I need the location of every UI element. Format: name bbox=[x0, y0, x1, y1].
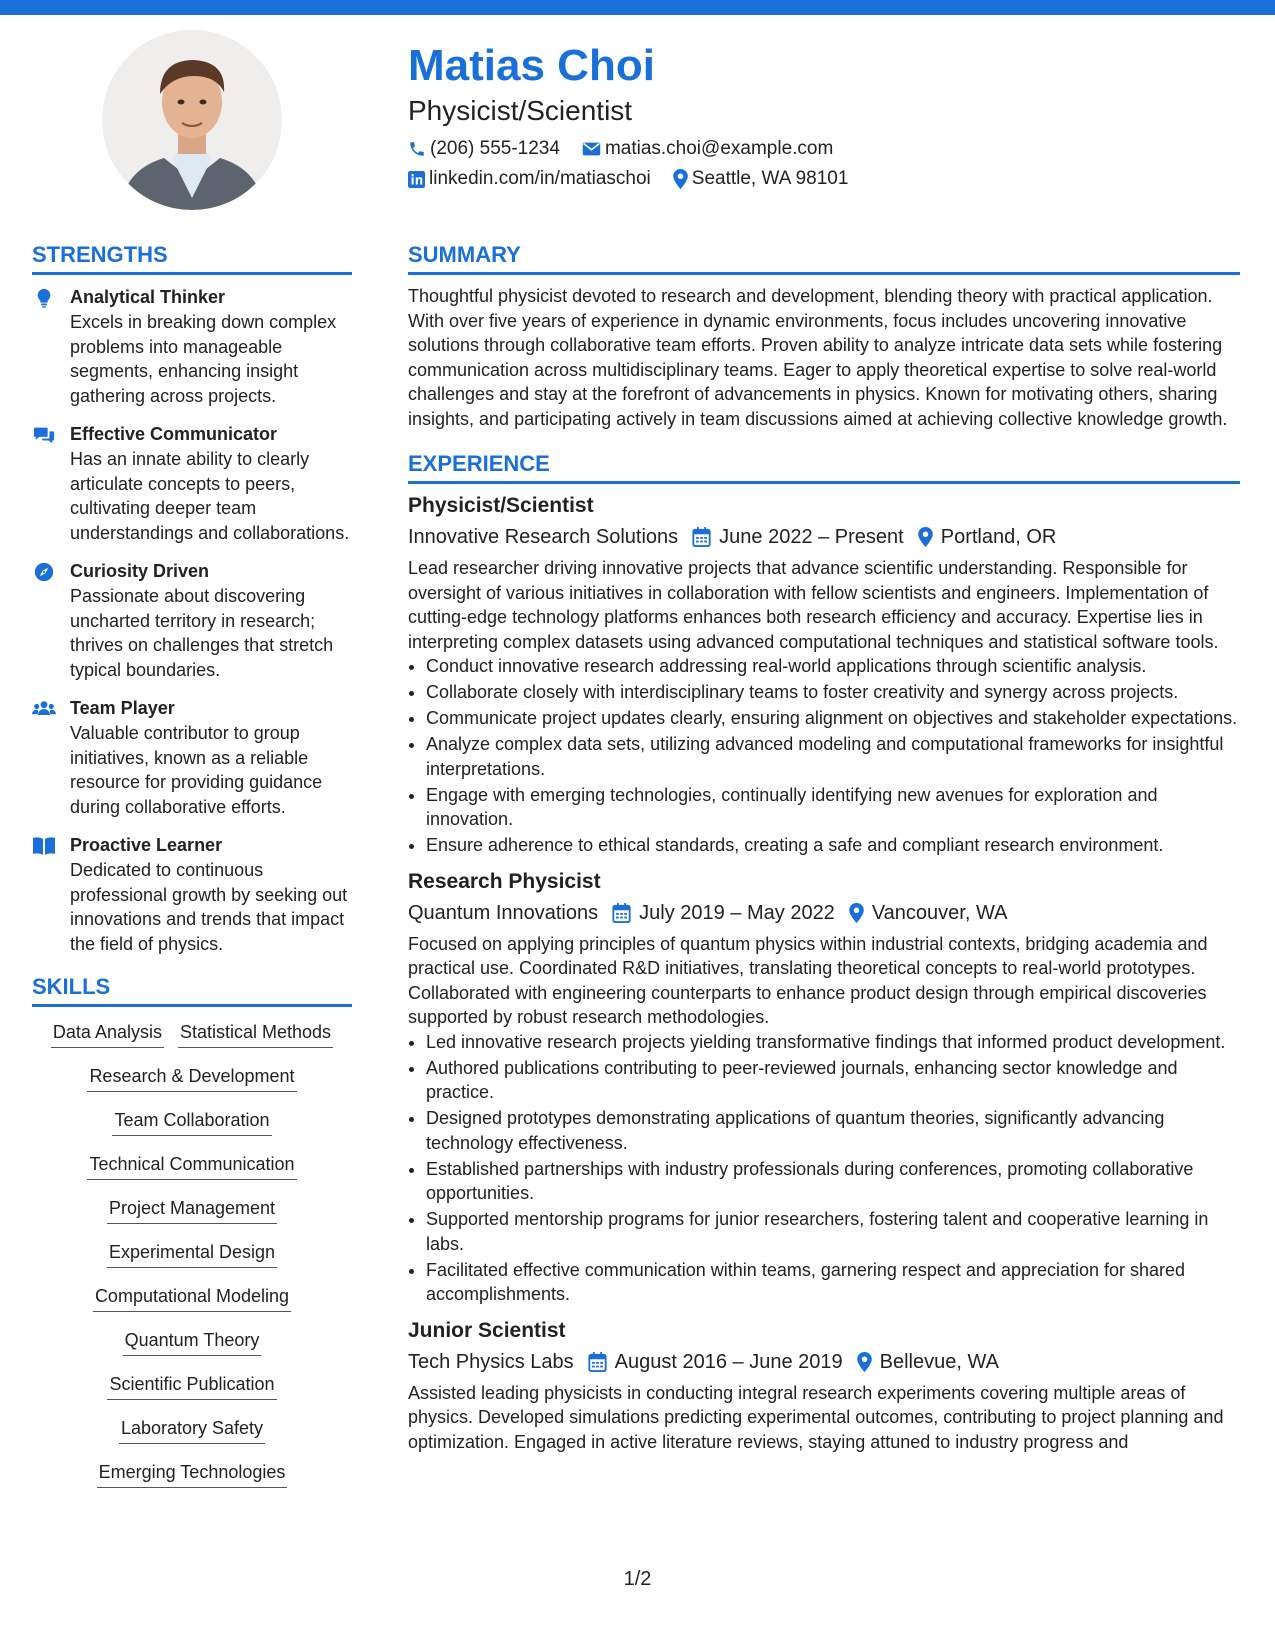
job-bullet: • Led innovative research projects yielding transformative findings that informed product development. bbox=[426, 1030, 1240, 1055]
strength-title: Proactive Learner bbox=[70, 835, 223, 855]
skill-tag: Data Analysis bbox=[51, 1019, 164, 1048]
left-column bbox=[32, 240, 352, 1503]
calendar-icon bbox=[612, 903, 631, 923]
lightbulb-icon bbox=[32, 287, 56, 309]
summary-text: Thoughtful physicist devoted to research and development, blending theory with practical application. With over five years of experience in dynamic environments, focus includes uncovering innovative solutions through collaborative team efforts. Proven ability to analyze intricate data sets while fostering communication across multidisciplinary teams. Eager to apply theoretical expertise to solve real-world challenges and stay at the forefront of advancements in physics. Known for motivating others, sharing insights, and participating actively in team discussions aimed at achieving collective knowledge growth. bbox=[408, 286, 1228, 429]
skill-tag: Scientific Publication bbox=[107, 1371, 276, 1400]
company-name: Quantum Innovations bbox=[408, 901, 599, 924]
job-description: Focused on applying principles of quantum physics within industrial contexts, bridging academia and practical use. Coordinated R&D initiatives, translating theoretical concepts to real-world prototypes. Collaborated with engineering counterparts to enhance product design through empirical discoveries supported by robust research methodologies. bbox=[408, 933, 1208, 1027]
calendar-icon bbox=[588, 1352, 607, 1372]
map-pin-icon bbox=[849, 903, 864, 923]
map-pin-icon bbox=[857, 1352, 872, 1372]
strength-desc: Has an innate ability to clearly articulate concepts to peers, cultivating deeper team understandings and collaborations. bbox=[70, 449, 350, 543]
linkedin-icon bbox=[408, 171, 425, 188]
job-location bbox=[857, 1347, 999, 1377]
profile-photo bbox=[102, 30, 282, 210]
job-bullet: • Analyze complex data sets, utilizing advanced modeling and computational frameworks for insightful interpretations. bbox=[426, 732, 1240, 781]
job-title: Junior Scientist bbox=[408, 1318, 566, 1342]
strength-desc: Valuable contributor to group initiatives, known as a reliable resource for providing guidance during collaborative efforts. bbox=[70, 723, 323, 817]
strength-title: Curiosity Driven bbox=[70, 561, 210, 581]
book-icon bbox=[32, 835, 56, 857]
strength-desc: Passionate about discovering uncharted territory in research; thrives on challenges that stretch typical boundaries. bbox=[70, 586, 334, 680]
skill-tag: Computational Modeling bbox=[93, 1283, 291, 1312]
job-meta bbox=[408, 898, 1240, 928]
job-title: Research Physicist bbox=[408, 869, 601, 893]
strength-item bbox=[32, 696, 352, 819]
strength-desc: Excels in breaking down complex problems into manageable segments, enhancing insight gathering across projects. bbox=[70, 312, 337, 406]
skill-tag: Quantum Theory bbox=[123, 1327, 262, 1356]
strength-item bbox=[32, 559, 352, 682]
job-location-text: Bellevue, WA bbox=[879, 1350, 999, 1373]
job-title: Physicist/Scientist bbox=[408, 494, 594, 517]
job-entry bbox=[408, 492, 1240, 858]
skill-tag: Research & Development bbox=[87, 1063, 296, 1092]
company-name: Tech Physics Labs bbox=[408, 1350, 574, 1373]
company-name: Innovative Research Solutions bbox=[408, 526, 679, 548]
linkedin-text: linkedin.com/in/matiaschoi bbox=[429, 168, 651, 189]
job-bullet: • Facilitated effective communication within teams, garnering respect and appreciation for shared accomplishments. bbox=[426, 1258, 1240, 1307]
candidate-name: Matias Choi bbox=[408, 41, 655, 90]
job-bullet: • Engage with emerging technologies, continually identifying new avenues for exploration and innovation. bbox=[426, 783, 1240, 832]
linkedin-contact[interactable] bbox=[408, 168, 651, 190]
job-bullet: • Conduct innovative research addressing real-world applications through scientific analysis. bbox=[426, 654, 1240, 679]
job-dates bbox=[612, 898, 835, 928]
job-bullet: • Established partnerships with industry professionals during conferences, promoting collaborative opportunities. bbox=[426, 1157, 1240, 1206]
skill-tag: Technical Communication bbox=[87, 1151, 296, 1180]
job-bullet: • Supported mentorship programs for junior researchers, fostering talent and cooperative learning in labs. bbox=[426, 1207, 1240, 1256]
candidate-title: Physicist/Scientist bbox=[408, 95, 633, 126]
contact-row-2 bbox=[408, 166, 1228, 192]
skill-tag: Experimental Design bbox=[107, 1239, 277, 1268]
job-dates-text: June 2022 – Present bbox=[719, 526, 904, 548]
summary-heading: SUMMARY bbox=[408, 240, 1240, 275]
job-description: Assisted leading physicists in conducting integral research experiments covering multiple areas of physics. Developed simulations predicting experimental outcomes, contributing to project planning and optimization. Engaged in active literature reviews, staying attuned to industry progress and bbox=[408, 1382, 1224, 1452]
contact-row-1 bbox=[408, 136, 1228, 162]
skills-heading: SKILLS bbox=[32, 972, 352, 1007]
map-pin-icon bbox=[918, 527, 933, 547]
job-dates-text: August 2016 – June 2019 bbox=[614, 1350, 843, 1373]
page-number: 1/2 bbox=[623, 1568, 652, 1590]
location-text: Seattle, WA 98101 bbox=[691, 168, 849, 189]
skill-tag: Project Management bbox=[107, 1195, 277, 1224]
job-bullets bbox=[408, 654, 1240, 858]
strengths-list bbox=[32, 285, 352, 956]
strength-title: Effective Communicator bbox=[70, 424, 278, 444]
job-meta bbox=[408, 522, 1240, 552]
strength-item bbox=[32, 285, 352, 408]
envelope-icon bbox=[582, 141, 601, 157]
job-bullet: • Designed prototypes demonstrating applications of quantum theories, significantly advancing technology effectiveness. bbox=[426, 1106, 1240, 1155]
resume-header bbox=[408, 40, 1228, 192]
job-entry bbox=[408, 1317, 1240, 1455]
right-column bbox=[408, 240, 1240, 1454]
email-contact[interactable] bbox=[582, 138, 833, 160]
job-location bbox=[849, 898, 1008, 928]
comments-icon bbox=[32, 424, 56, 446]
job-meta bbox=[408, 1347, 1240, 1377]
strength-item bbox=[32, 833, 352, 956]
job-dates bbox=[588, 1347, 843, 1377]
job-location bbox=[918, 522, 1057, 552]
job-entry bbox=[408, 868, 1240, 1307]
phone-contact[interactable] bbox=[408, 138, 560, 160]
top-accent-bar bbox=[0, 0, 1275, 15]
job-bullets bbox=[408, 1030, 1240, 1307]
experience-heading: EXPERIENCE bbox=[408, 449, 1240, 484]
phone-text: (206) 555-1234 bbox=[430, 138, 560, 159]
skill-tag: Team Collaboration bbox=[112, 1107, 271, 1136]
phone-icon bbox=[408, 140, 426, 158]
location-contact bbox=[673, 168, 849, 190]
skills-list bbox=[32, 1019, 352, 1503]
map-pin-icon bbox=[673, 169, 688, 189]
job-bullet: • Communicate project updates clearly, ensuring alignment on objectives and stakeholder expectations. bbox=[426, 706, 1240, 731]
job-location-text: Portland, OR bbox=[940, 526, 1057, 548]
skill-tag: Laboratory Safety bbox=[119, 1415, 265, 1444]
compass-icon bbox=[32, 561, 56, 583]
email-text: matias.choi@example.com bbox=[604, 138, 834, 159]
job-dates-text: July 2019 – May 2022 bbox=[639, 901, 835, 924]
users-icon bbox=[32, 698, 56, 720]
job-location-text: Vancouver, WA bbox=[871, 901, 1008, 924]
skill-tag: Statistical Methods bbox=[178, 1019, 333, 1048]
strengths-heading: STRENGTHS bbox=[32, 240, 352, 275]
job-bullet: • Ensure adherence to ethical standards, creating a safe and compliant research environment. bbox=[426, 833, 1240, 858]
calendar-icon bbox=[692, 527, 711, 547]
strength-desc: Dedicated to continuous professional growth by seeking out innovations and trends that impact the field of physics. bbox=[70, 860, 348, 954]
job-dates bbox=[692, 522, 904, 552]
skill-tag: Emerging Technologies bbox=[97, 1459, 288, 1488]
job-bullet: • Authored publications contributing to peer-reviewed journals, enhancing sector knowledge and practice. bbox=[426, 1056, 1240, 1105]
job-bullet: • Collaborate closely with interdisciplinary teams to foster creativity and synergy across projects. bbox=[426, 680, 1240, 705]
strength-title: Analytical Thinker bbox=[70, 287, 226, 307]
strength-item bbox=[32, 422, 352, 545]
strength-title: Team Player bbox=[70, 698, 175, 718]
job-description: Lead researcher driving innovative projects that advance scientific understanding. Responsible for oversight of various initiatives in collaboration with fellow scientists and engineers. Implementation of cutting-edge technology platforms enhances both research efficiency and accuracy. Expertise lies in interpreting complex datasets using advanced computational techniques and statistical software tools. bbox=[408, 558, 1219, 652]
